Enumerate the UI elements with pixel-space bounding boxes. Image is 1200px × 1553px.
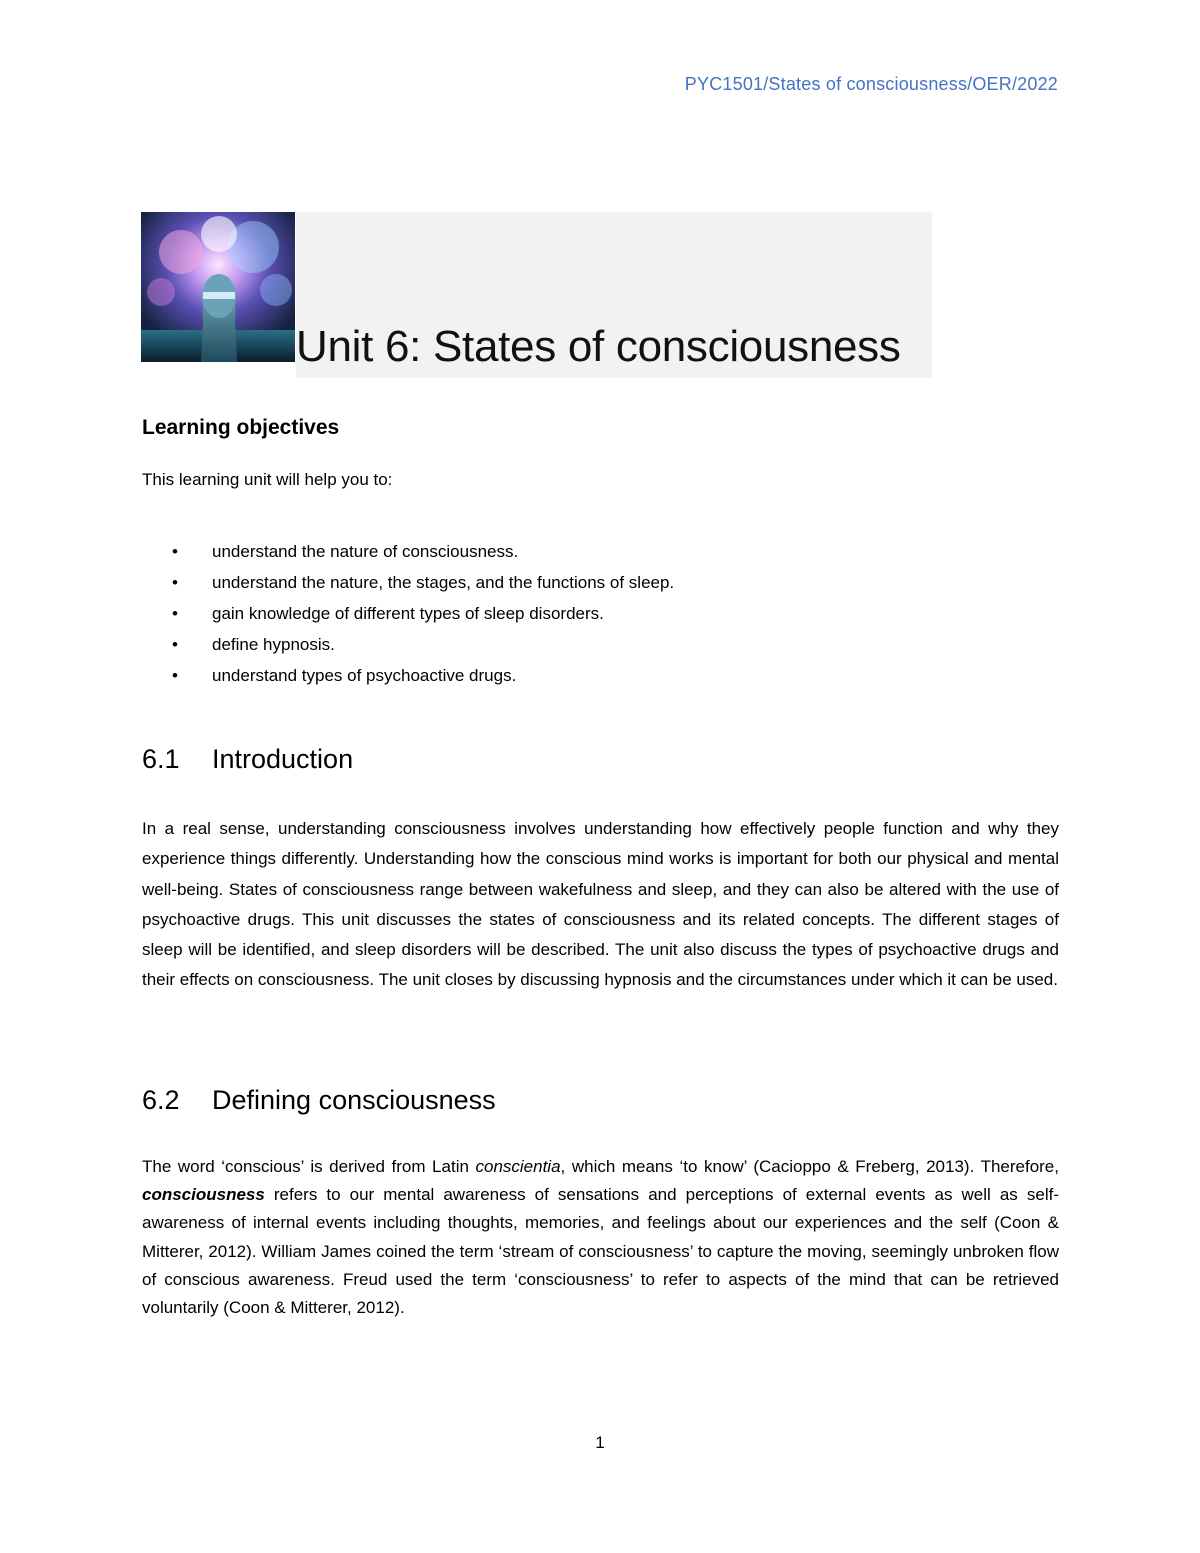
objectives-heading: Learning objectives <box>142 416 340 439</box>
list-item <box>142 536 674 567</box>
section-title: Introduction <box>212 744 354 774</box>
bullet-icon: • <box>172 666 178 685</box>
section-heading-introduction <box>142 744 1059 775</box>
section-number: 6.2 <box>142 1085 180 1115</box>
objective-text: define hypnosis. <box>212 635 335 654</box>
list-item <box>142 660 674 691</box>
list-item <box>142 598 674 629</box>
objectives-list <box>142 536 674 691</box>
paragraph-text: , which means ‘to know’ (Cacioppo & Freberg, 2013). Therefore, <box>560 1157 1059 1176</box>
bullet-icon: • <box>172 635 178 654</box>
page-number: 1 <box>595 1433 605 1452</box>
bullet-icon: • <box>172 604 178 623</box>
objective-text: understand the nature of consciousness. <box>212 542 519 561</box>
key-term: consciousness <box>142 1185 265 1205</box>
section-heading-defining-consciousness <box>142 1085 1059 1116</box>
section-number: 6.1 <box>142 744 180 774</box>
psychedelic-head-image <box>141 212 295 362</box>
objective-text: understand types of psychoactive drugs. <box>212 666 517 685</box>
introduction-paragraph: In a real sense, understanding consciousness involves understanding how effectively people function and why they experience things differently. Understanding how the conscious mind works is important for both our physical and mental well-being. States of consciousness range between wakefulness and sleep, and they can also be altered with the use of psychoactive drugs. This unit discusses the states of consciousness and its related concepts. The different stages of sleep will be identified, and sleep disorders will be described. The unit also discuss the types of psychoactive drugs and their effects on consciousness. The unit closes by discussing hypnosis and the circumstances under which it can be used. <box>142 819 1059 990</box>
list-item <box>142 567 674 598</box>
latin-term: conscientia <box>475 1157 561 1176</box>
definition-paragraph <box>142 1153 1059 1322</box>
paragraph-text: refers to our mental awareness of sensations and perceptions of external events as well as self-awareness of internal events including thoughts, memories, and feelings about our experiences and the self (Coon & Mitterer, 2012). William James coined the term ‘stream of consciousness’ to capture the moving, seemingly unbroken flow of conscious awareness. Freud used the term ‘consciousness’ to refer to aspects of the mind that can be retrieved voluntarily (Coon & Mitterer, 2012). <box>142 1185 1059 1318</box>
objectives-intro: This learning unit will help you to: <box>142 470 393 489</box>
objective-text: understand the nature, the stages, and the functions of sleep. <box>212 573 675 592</box>
section-title: Defining consciousness <box>212 1085 496 1115</box>
header-reference: PYC1501/States of consciousness/OER/2022 <box>684 74 1058 94</box>
objective-text: gain knowledge of different types of sleep disorders. <box>212 604 604 623</box>
unit-title: Unit 6: States of consciousness <box>296 322 901 371</box>
bullet-icon: • <box>172 573 178 592</box>
paragraph-text: The word ‘conscious’ is derived from Latin <box>142 1157 476 1176</box>
bullet-icon: • <box>172 542 178 561</box>
list-item <box>142 629 674 660</box>
